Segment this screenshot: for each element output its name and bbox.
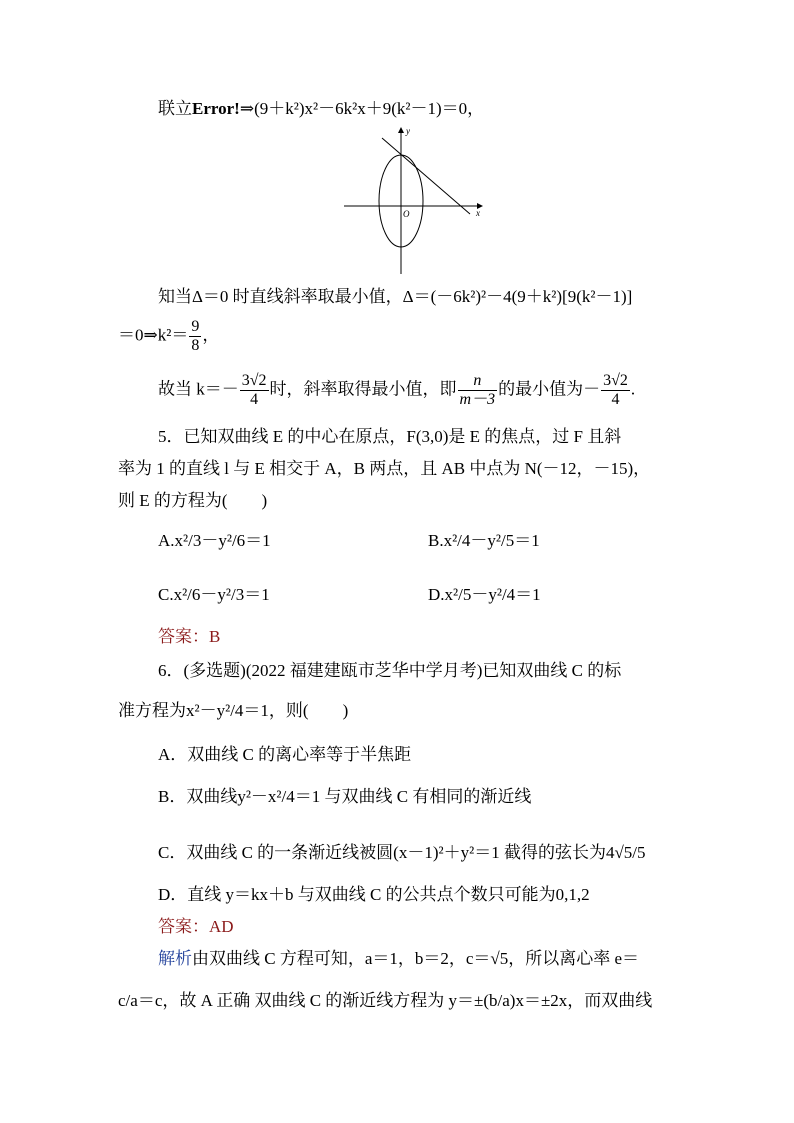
y-label: y	[406, 126, 410, 136]
fraction-9-8	[189, 318, 201, 355]
q6-option-b: B．双曲线y²－x²/4＝1 与双曲线 C 有相同的渐近线	[158, 787, 532, 806]
line-3	[118, 318, 219, 355]
line-4	[158, 372, 635, 409]
q5-option-d: D.x²/5－y²/4＝1	[428, 585, 541, 604]
q6-jiexi-line-2: c/a＝c，故 A 正确 双曲线 C 的渐近线方程为 y＝±(b/a)x＝±2x，而双曲线	[118, 991, 653, 1010]
q6-line-2: 准方程为x²－y²/4＝1，则( )	[118, 701, 349, 720]
frac1-den: 4	[250, 391, 259, 408]
q5-answer: 答案：B	[158, 627, 221, 646]
line4-a: 故当 k＝－	[158, 379, 239, 399]
line4-c: 的最小值为－	[498, 379, 601, 399]
q6-line-1: 6．(多选题)(2022 福建建瓯市芝华中学月考)已知双曲线 C 的标	[158, 661, 622, 680]
q5-option-c: C.x²/6－y²/3＝1	[158, 585, 270, 604]
jiexi-text-1: 由双曲线 C 方程可知，a＝1，b＝2，c＝√5，所以离心率 e＝	[192, 949, 640, 968]
frac1-num: 3√2	[241, 372, 267, 389]
text-prefix: 联立	[158, 99, 192, 118]
line3-tail: ，	[202, 325, 220, 345]
frac-den: 8	[191, 337, 200, 354]
line4-d: .	[630, 379, 636, 399]
fraction-1	[240, 372, 269, 409]
fraction-3	[601, 372, 630, 409]
origin-label: O	[403, 209, 410, 219]
equation-text: ⇒(9＋k²)x²－6k²x＋9(k²－1)＝0，	[239, 99, 485, 118]
q6-jiexi-line-1	[158, 948, 639, 970]
line-1	[158, 98, 484, 120]
line3-text: ＝0⇒k²＝	[118, 325, 189, 345]
frac-num: 9	[191, 318, 200, 335]
q5-option-b: B.x²/4－y²/5＝1	[428, 531, 540, 550]
x-label: x	[476, 208, 480, 218]
jiexi-label: 解析	[158, 949, 192, 968]
y-axis-arrow	[398, 127, 404, 133]
q6-option-a: A．双曲线 C 的离心率等于半焦距	[158, 745, 412, 764]
frac3-num: 3√2	[603, 372, 628, 389]
ellipse-line-graph	[342, 124, 487, 274]
fraction-2	[458, 372, 498, 409]
q6-option-c: C．双曲线 C 的一条渐近线被圆(x－1)²＋y²＝1 截得的弦长为4√5/5	[158, 843, 646, 862]
error-text: Error!	[192, 99, 240, 118]
q6-answer: 答案：AD	[158, 917, 234, 936]
q5-option-a: A.x²/3－y²/6＝1	[158, 531, 271, 550]
frac2-den: m－3	[459, 391, 496, 408]
line-2: 知当Δ＝0 时直线斜率取最小值，Δ＝(－6k²)²－4(9＋k²)[9(k²－1)]	[158, 287, 633, 306]
q5-line-1: 5．已知双曲线 E 的中心在原点，F(3,0)是 E 的焦点，过 F 且斜	[158, 427, 622, 446]
q6-option-d: D．直线 y＝kx＋b 与双曲线 C 的公共点个数只可能为0,1,2	[158, 885, 590, 904]
frac2-num: n	[458, 372, 498, 391]
line4-b: 时，斜率取得最小值，即	[269, 379, 457, 399]
tangent-line	[382, 138, 470, 214]
frac3-den: 4	[611, 391, 620, 408]
q5-line-3: 则 E 的方程为( )	[118, 491, 268, 510]
q5-line-2: 率为 1 的直线 l 与 E 相交于 A，B 两点，且 AB 中点为 N(－12，－15)，	[118, 459, 651, 478]
